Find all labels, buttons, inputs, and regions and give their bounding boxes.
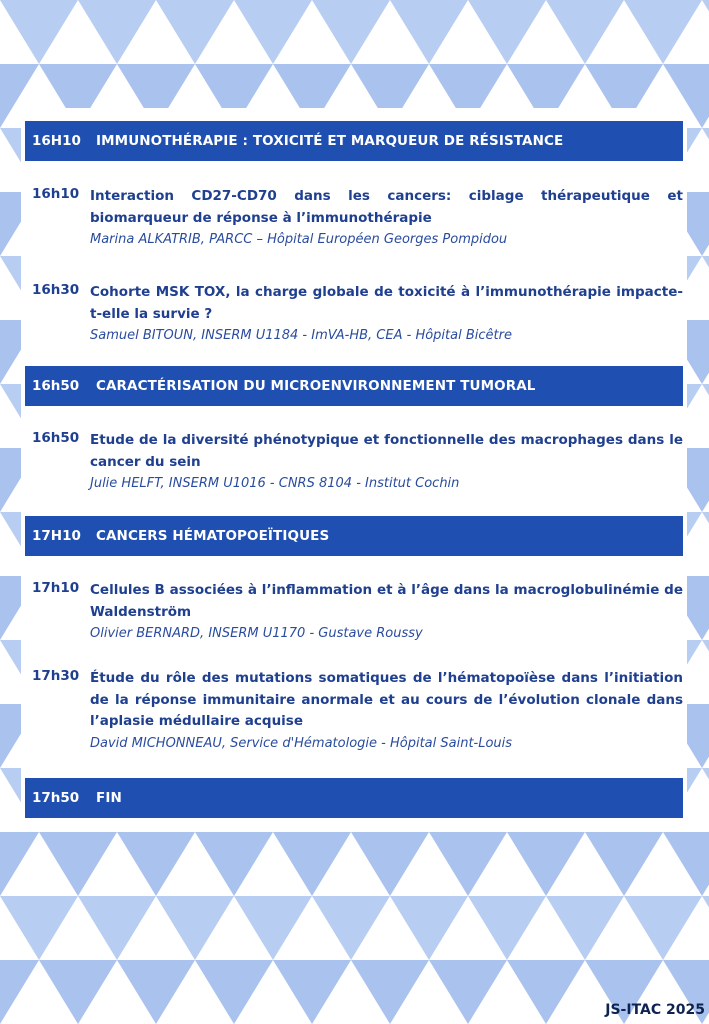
pattern-triangle: [78, 0, 156, 64]
pattern-triangle: [468, 896, 546, 960]
pattern-triangle: [117, 832, 195, 896]
talk-time: 16h50: [32, 430, 80, 446]
pattern-triangle: [39, 832, 117, 896]
talk-speaker: Olivier BERNARD, INSERM U1170 - Gustave Roussy: [90, 626, 423, 641]
pattern-triangle: [546, 0, 624, 64]
section-title: IMMUNOTHÉRAPIE : TOXICITÉ ET MARQUEUR DE RÉSISTANCE: [96, 133, 564, 149]
pattern-triangle: [624, 0, 702, 64]
pattern-triangle: [585, 832, 663, 896]
pattern-triangle: [351, 832, 429, 896]
pattern-triangle: [663, 832, 709, 896]
section-bar-immunotherapie: [25, 121, 683, 161]
pattern-triangle: [702, 768, 709, 832]
talk-time: 16h10: [32, 186, 80, 202]
pattern-triangle: [117, 960, 195, 1024]
talk-speaker: David MICHONNEAU, Service d'Hématologie - Hôpital Saint-Louis: [90, 735, 513, 751]
pattern-triangle: [156, 896, 234, 960]
talk-item: [25, 668, 683, 754]
pattern-triangle: [351, 960, 429, 1024]
talk-time: 17h30: [32, 668, 80, 684]
pattern-triangle: [468, 0, 546, 64]
pattern-triangle: [273, 832, 351, 896]
talk-time: 16h30: [32, 282, 80, 298]
talk-speaker: Julie HELFT, INSERM U1016 - CNRS 8104 - Institut Cochin: [90, 476, 460, 491]
section-time: 16H10: [32, 133, 81, 149]
pattern-triangle: [702, 128, 709, 192]
section-bar-fin: [25, 778, 683, 818]
talk-item: [25, 430, 683, 494]
pattern-triangle: [429, 832, 507, 896]
pattern-triangle: [234, 0, 312, 64]
section-bar-hematopoietiques: [25, 516, 683, 556]
pattern-triangle: [390, 0, 468, 64]
pattern-triangle: [156, 0, 234, 64]
section-time: 17h50: [32, 790, 80, 806]
pattern-triangle: [0, 896, 78, 960]
pattern-triangle: [702, 0, 709, 64]
pattern-triangle: [702, 384, 709, 448]
talk-speaker: Marina ALKATRIB, PARCC – Hôpital Européen Georges Pompidou: [90, 232, 508, 247]
pattern-triangle: [0, 0, 78, 64]
talk-item: [25, 282, 683, 346]
talk-title: Cohorte MSK TOX, la charge globale de toxicité à l’immunothérapie impacte-t-elle la survie ?: [90, 284, 683, 322]
pattern-triangle: [624, 896, 702, 960]
pattern-triangle: [312, 0, 390, 64]
pattern-triangle: [195, 832, 273, 896]
pattern-triangle: [273, 960, 351, 1024]
talk-title: Cellules B associées à l’inflammation et à l’âge dans la macroglobulinémie de Waldenström: [90, 582, 683, 620]
footer-event-name: JS-ITAC 2025: [605, 1002, 705, 1018]
section-title: CARACTÉRISATION DU MICROENVIRONNEMENT TUMORAL: [96, 378, 536, 394]
pattern-triangle: [702, 256, 709, 320]
talk-time: 17h10: [32, 580, 80, 596]
section-title: CANCERS HÉMATOPOEÏTIQUES: [96, 528, 330, 544]
talk-title: Interaction CD27-CD70 dans les cancers: ciblage thérapeutique et biomarqueur de réponse à l’immunothérapie: [90, 188, 683, 226]
section-title: FIN: [96, 790, 122, 806]
talk-item: [25, 186, 683, 250]
pattern-triangle: [78, 896, 156, 960]
section-time: 16h50: [32, 378, 80, 394]
talk-title: Etude de la diversité phénotypique et fonctionnelle des macrophages dans le cancer du sein: [90, 432, 683, 470]
pattern-triangle: [195, 960, 273, 1024]
pattern-triangle: [0, 960, 39, 1024]
section-time: 17H10: [32, 528, 81, 544]
pattern-triangle: [702, 512, 709, 576]
pattern-triangle: [39, 960, 117, 1024]
pattern-triangle: [234, 896, 312, 960]
pattern-triangle: [390, 896, 468, 960]
talk-title: Étude du rôle des mutations somatiques de l’hématopoïèse dans l’initiation de la réponse immunitaire anormale et au cours de l’évolution clonale dans l’aplasie médullaire acquise: [90, 670, 683, 729]
talk-speaker: Samuel BITOUN, INSERM U1184 - ImVA-HB, CEA - Hôpital Bicêtre: [90, 328, 512, 343]
pattern-triangle: [507, 832, 585, 896]
pattern-triangle: [0, 832, 39, 896]
pattern-triangle: [702, 896, 709, 960]
pattern-triangle: [429, 960, 507, 1024]
talk-item: [25, 580, 683, 644]
pattern-triangle: [702, 640, 709, 704]
pattern-triangle: [312, 896, 390, 960]
pattern-triangle: [507, 960, 585, 1024]
pattern-triangle: [546, 896, 624, 960]
section-bar-microenvironnement: [25, 366, 683, 406]
